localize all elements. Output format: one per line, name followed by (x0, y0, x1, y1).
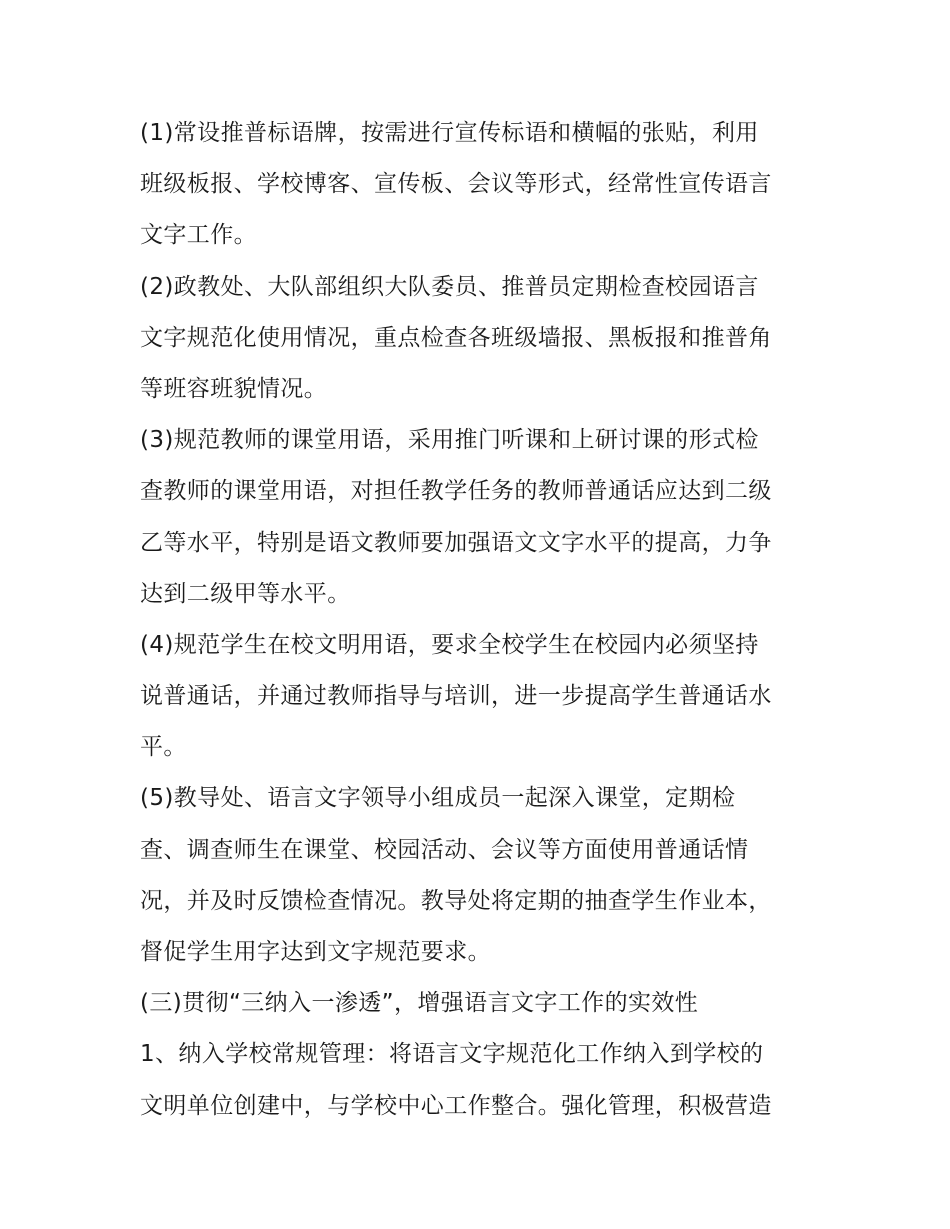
text-line: 查教师的课堂用语，对担任教学任务的教师普通话应达到二级 (140, 478, 772, 505)
text-line: (5)教导处、语言文字领导小组成员一起深入课堂，定期检 (140, 785, 736, 812)
section-heading: (三)贯彻“三纳入一渗透”，增强语言文字工作的实效性 (140, 990, 699, 1017)
text-line: (4)规范学生在校文明用语，要求全校学生在校园内必须坚持 (140, 631, 759, 658)
text-line: (2)政教处、大队部组织大队委员、推普员定期检查校园语言 (140, 273, 759, 300)
text-line: 文字工作。 (140, 222, 257, 249)
text-line: 乙等水平，特别是语文教师要加强语文文字水平的提高，力争 (140, 529, 772, 556)
document-body (140, 108, 820, 1132)
text-line: 督促学生用字达到文字规范要求。 (140, 939, 491, 965)
text-line: (3)规范教师的课堂用语，采用推门听课和上研讨课的形式检 (140, 427, 759, 454)
text-line: (1)常设推普标语牌，按需进行宣传标语和横幅的张贴，利用 (140, 120, 759, 146)
text-line: 文明单位创建中，与学校中心工作整合。强化管理，积极营造 (140, 1092, 772, 1119)
text-line: 达到二级甲等水平。 (140, 580, 351, 607)
text-line: 平。 (140, 734, 187, 761)
text-line: 等班容班貌情况。 (140, 375, 328, 402)
text-line: 文字规范化使用情况，重点检查各班级墙报、黑板报和推普角 (140, 324, 772, 351)
text-line: 查、调查师生在课堂、校园活动、会议等方面使用普通话情 (140, 836, 749, 863)
text-line: 班级板报、学校博客、宣传板、会议等形式，经常性宣传语言 (140, 171, 772, 198)
text-line: 1、纳入学校常规管理：将语言文字规范化工作纳入到学校的 (140, 1041, 764, 1068)
text-line: 况，并及时反馈检查情况。教导处将定期的抽查学生作业本， (140, 887, 772, 914)
text-line: 说普通话，并通过教师指导与培训，进一步提高学生普通话水 (140, 683, 772, 710)
